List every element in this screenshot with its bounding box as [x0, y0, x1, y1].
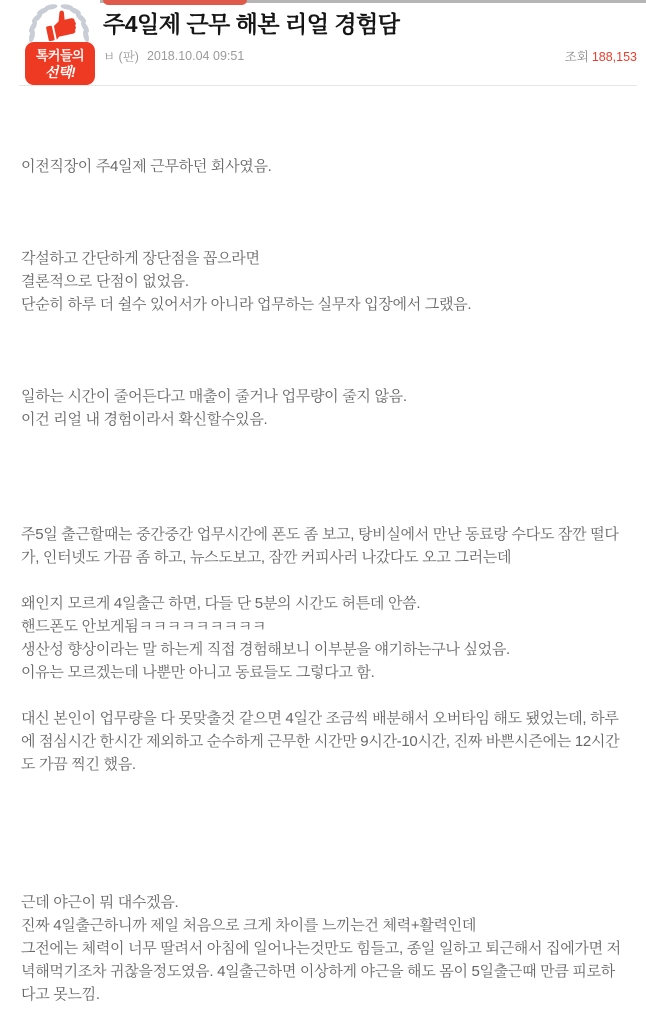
post-header	[0, 0, 646, 85]
post-text-line	[21, 868, 625, 891]
post-text-line: 근데 야근이 뭐 대수겠음.	[21, 894, 179, 911]
post-text-line: 이건 리얼 내 경험이라서 확신할수있음.	[21, 411, 268, 428]
post-text-line	[21, 684, 625, 707]
post-text-line: 일하는 시간이 줄어든다고 매출이 줄거나 업무량이 줄지 않음.	[21, 388, 407, 405]
view-count-value: 188,153	[591, 50, 637, 64]
post-text-line: 그전에는 체력이 너무 딸려서 아침에 일어나는것만도 힘들고, 종일 일하고 퇴근해서 집에가면 저녁해먹기조차 귀찮을정도였음. 4일출근하면 이상하게 야근을 해도 몸이 5일출근때 만큼 피로하다고 못느낌.	[21, 940, 621, 1003]
post-body	[0, 155, 646, 1006]
talkers-choice-badge	[20, 2, 98, 86]
badge-label-line1: 톡커들의	[35, 48, 85, 63]
view-count-label: 조회	[564, 50, 589, 64]
post-text-line: 생산성 향상이라는 말 하는게 직접 경험해보니 이부분을 얘기하는구나 싶었음.	[21, 641, 510, 658]
post-text-line	[21, 362, 625, 385]
post-text-line: 이유는 모르겠는데 나뿐만 아니고 동료들도 그렇다고 함.	[21, 664, 375, 681]
post-text-line	[21, 316, 625, 339]
post-text-line: 핸드폰도 안보게됨ㅋㅋㅋㅋㅋㅋㅋㅋㅋ	[21, 618, 267, 635]
badge-label	[25, 42, 95, 85]
post-text-line: 단순히 하루 더 쉴수 있어서가 아니라 업무하는 실무자 입장에서 그랬음.	[21, 296, 472, 313]
post-text-line	[21, 454, 625, 477]
post-text-line	[21, 339, 625, 362]
post-text-line	[21, 776, 625, 799]
post-date: 2018.10.04 09:51	[146, 49, 245, 63]
post-text-line	[21, 799, 625, 822]
view-count	[565, 47, 637, 65]
post-text-line: 결론적으로 단점이 없었음.	[21, 273, 189, 290]
post-text-line	[21, 201, 625, 224]
post-text-line	[21, 822, 625, 845]
post-text-line	[21, 224, 625, 247]
post-author[interactable]: ㅂ (판)	[103, 50, 139, 64]
post-text-line: 각설하고 간단하게 장단점을 꼽으라면	[21, 250, 260, 267]
thumbs-up-icon	[43, 8, 78, 41]
post-text-line: 대신 본인이 업무량을 다 못맞출것 같으면 4일간 조금씩 배분해서 오버타임 해도 됐었는데, 하루에 점심시간 한시간 제외하고 순수하게 근무한 시간만 9시간-10시간, 진짜 바쁜시즌에는 12시간도 가끔 찍긴 했음.	[21, 710, 620, 773]
post-text-line	[21, 477, 625, 500]
badge-label-line2: 선택!	[44, 64, 76, 80]
post-text-line: 주5일 출근할때는 중간중간 업무시간에 폰도 좀 보고, 탕비실에서 만난 동료랑 수다도 잠깐 떨다가, 인터넷도 가끔 좀 하고, 뉴스도보고, 잠깐 커피사러 나갔다도 오고 그러는데	[21, 526, 619, 566]
post-text-line	[21, 845, 625, 868]
post-title: 주4일제 근무 해본 리얼 경험담	[103, 11, 400, 37]
post-text-line	[21, 500, 625, 523]
post-text-line	[21, 431, 625, 454]
post-text-line	[21, 178, 625, 201]
post-text-line	[21, 569, 625, 592]
post-text-line: 이전직장이 주4일제 근무하던 회사였음.	[21, 158, 272, 175]
header-divider	[19, 85, 637, 86]
post-text-line: 왜인지 모르게 4일출근 하면, 다들 단 5분의 시간도 허튼데 안씀.	[21, 595, 421, 612]
post-meta	[103, 47, 637, 65]
post-text-line: 진짜 4일출근하니까 제일 처음으로 크게 차이를 느끼는건 체력+활력인데	[21, 917, 477, 934]
